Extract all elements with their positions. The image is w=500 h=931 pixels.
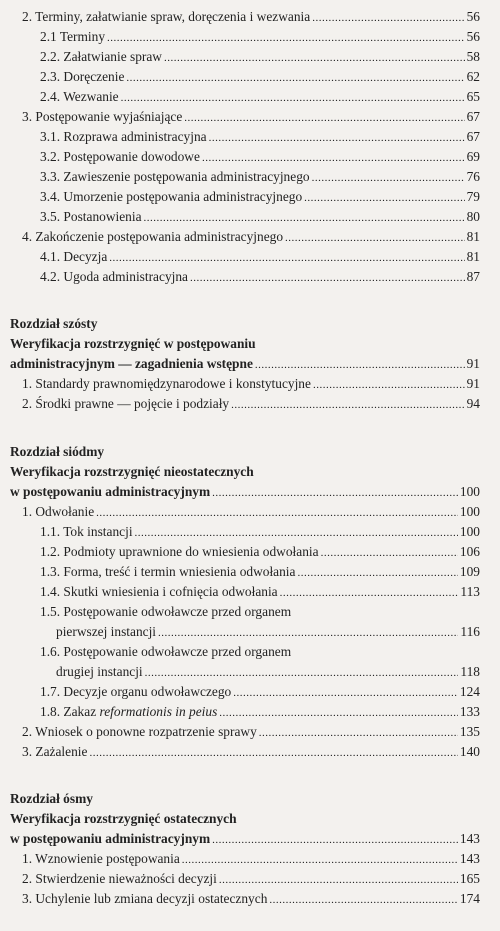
leader-dots: [285, 230, 465, 246]
leader-dots: [255, 357, 465, 373]
entry-page: 140: [459, 744, 480, 759]
chapter-title-line: Weryfikacja rozstrzygnięć w postępowaniu: [10, 336, 256, 351]
entry-page: 124: [459, 684, 480, 699]
leader-dots: [202, 150, 465, 166]
entry-title: 3.1. Rozprawa administracyjna: [40, 129, 207, 144]
entry-page: 100: [459, 524, 480, 539]
toc-entry: [22, 891, 480, 908]
toc-entry: [22, 744, 480, 761]
toc-entry: [40, 584, 480, 601]
entry-title: 3. Zażalenie: [22, 744, 88, 759]
entry-title: 1.7. Decyzje organu odwoławczego: [40, 684, 232, 699]
toc-entry: [40, 249, 480, 266]
entry-page: 174: [459, 891, 480, 906]
entry-page: 113: [460, 584, 480, 599]
chapter-label: Rozdział szósty: [10, 316, 98, 331]
toc-entry: [22, 504, 480, 521]
leader-dots: [233, 685, 458, 701]
toc-entry: [22, 851, 480, 868]
toc-entry: [40, 69, 480, 86]
entry-title: 1. Odwołanie: [22, 504, 95, 519]
leader-dots: [182, 852, 458, 868]
entry-page: 81: [466, 229, 480, 244]
toc-entry: [40, 49, 480, 66]
leader-dots: [219, 872, 458, 888]
leader-dots: [231, 397, 464, 413]
leader-dots: [126, 70, 464, 86]
entry-title: 2.4. Wezwanie: [40, 89, 119, 104]
entry-page: 76: [466, 169, 480, 184]
entry-title: 2. Wniosek o ponowne rozpatrzenie sprawy: [22, 724, 257, 739]
entry-title: 1.2. Podmioty uprawnione do wniesienia odwołania: [40, 544, 319, 559]
leader-dots: [89, 745, 457, 761]
entry-page: 165: [459, 871, 480, 886]
toc-entry: [22, 724, 480, 741]
entry-page: 143: [459, 831, 480, 846]
entry-page: 65: [466, 89, 480, 104]
entry-title: 3.4. Umorzenie postępowania administracyjnego: [40, 189, 303, 204]
leader-dots: [259, 725, 458, 741]
entry-title: 3. Uchylenie lub zmiana decyzji ostatecznych: [22, 891, 268, 906]
leader-dots: [280, 585, 459, 601]
entry-title: 3. Postępowanie wyjaśniające: [22, 109, 183, 124]
toc-entry: [22, 9, 480, 26]
leader-dots: [312, 10, 464, 26]
leader-dots: [321, 545, 458, 561]
leader-dots: [158, 625, 458, 641]
entry-title: 3.2. Postępowanie dowodowe: [40, 149, 200, 164]
entry-title: pierwszej instancji: [56, 624, 157, 639]
leader-dots: [304, 190, 464, 206]
entry-page: 56: [466, 9, 480, 24]
toc-entry: [10, 484, 480, 501]
leader-dots: [212, 485, 458, 501]
toc-entry: [40, 189, 480, 206]
leader-dots: [269, 892, 458, 908]
toc-entry: [40, 269, 480, 286]
toc-entry: [56, 624, 480, 641]
toc-entry: [40, 524, 480, 541]
entry-page: 133: [459, 704, 480, 719]
entry-page: 116: [460, 624, 480, 639]
leader-dots: [145, 665, 459, 681]
toc-entry: [40, 129, 480, 146]
entry-page: 143: [459, 851, 480, 866]
leader-dots: [219, 705, 458, 721]
leader-dots: [209, 130, 465, 146]
toc-entry: [22, 871, 480, 888]
toc-entry: [10, 356, 480, 373]
entry-page: 80: [466, 209, 480, 224]
entry-page: 118: [460, 664, 480, 679]
toc-entry: [56, 664, 480, 681]
entry-title: 4. Zakończenie postępowania administracyjnego: [22, 229, 284, 244]
entry-title: 1.3. Forma, treść i termin wniesienia odwołania: [40, 564, 296, 579]
chapter-label: Rozdział ósmy: [10, 791, 93, 806]
entry-page: 79: [466, 189, 480, 204]
toc-entry: [40, 169, 480, 186]
entry-page: 56: [466, 29, 480, 44]
leader-dots: [121, 90, 465, 106]
entry-page: 67: [466, 129, 480, 144]
toc-entry: [40, 29, 480, 46]
toc-entry: [40, 684, 480, 701]
leader-dots: [312, 170, 465, 186]
entry-title: 2.2. Załatwianie spraw: [40, 49, 162, 64]
toc-entry: [40, 544, 480, 561]
toc-entry: [40, 149, 480, 166]
leader-dots: [164, 50, 465, 66]
toc-entry: [40, 209, 480, 226]
chapter-title-line: Weryfikacja rozstrzygnięć ostatecznych: [10, 811, 237, 826]
entry-page: 58: [466, 49, 480, 64]
entry-title: 2. Środki prawne — pojęcie i podziały: [22, 396, 230, 411]
leader-dots: [96, 505, 458, 521]
leader-dots: [135, 525, 458, 541]
entry-page: 67: [466, 109, 480, 124]
leader-dots: [107, 30, 465, 46]
entry-title: 2.3. Doręczenie: [40, 69, 125, 84]
leader-dots: [109, 250, 464, 266]
chapter-title-line: Weryfikacja rozstrzygnięć nieostatecznych: [10, 464, 254, 479]
chapter-title-line: w postępowaniu administracyjnym: [10, 484, 211, 499]
entry-page: 135: [459, 724, 480, 739]
entry-title-prefix: 1.8. Zakaz: [40, 704, 100, 719]
leader-dots: [313, 377, 465, 393]
entry-page: 100: [459, 484, 480, 499]
entry-title: [40, 704, 217, 720]
toc-entry: [22, 229, 480, 246]
entry-title-line: 1.5. Postępowanie odwoławcze przed organem: [40, 604, 292, 619]
entry-title-italic: reformationis in peius: [99, 704, 218, 719]
leader-dots: [184, 110, 464, 126]
entry-title: 4.1. Decyzja: [40, 249, 108, 264]
entry-page: 94: [466, 396, 480, 411]
entry-title: 3.3. Zawieszenie postępowania administracyjnego: [40, 169, 310, 184]
entry-page: 62: [466, 69, 480, 84]
entry-title: 2. Stwierdzenie nieważności decyzji: [22, 871, 217, 886]
leader-dots: [190, 270, 465, 286]
entry-title: 4.2. Ugoda administracyjna: [40, 269, 189, 284]
entry-page: 91: [466, 376, 480, 391]
toc-entry: [22, 376, 480, 393]
chapter-title-line: administracyjnym — zagadnienia wstępne: [10, 356, 253, 371]
chapter-title-line: w postępowaniu administracyjnym: [10, 831, 211, 846]
entry-title: 3.5. Postanowienia: [40, 209, 142, 224]
leader-dots: [144, 210, 465, 226]
toc-entry: [22, 396, 480, 413]
entry-title: 2. Terminy, załatwianie spraw, doręczenia i wezwania: [22, 9, 311, 24]
entry-title: 2.1 Terminy: [40, 29, 106, 44]
leader-dots: [212, 832, 458, 848]
entry-page: 106: [459, 544, 480, 559]
chapter-label: Rozdział siódmy: [10, 444, 105, 459]
entry-page: 87: [466, 269, 480, 284]
toc-entry: [40, 89, 480, 106]
entry-page: 109: [459, 564, 480, 579]
entry-title: drugiej instancji: [56, 664, 143, 679]
entry-page: 81: [466, 249, 480, 264]
entry-page: 69: [466, 149, 480, 164]
toc-entry: [40, 704, 480, 721]
entry-title: 1.1. Tok instancji: [40, 524, 133, 539]
entry-title: 1. Standardy prawnomiędzynarodowe i konstytucyjne: [22, 376, 311, 391]
entry-title-line: 1.6. Postępowanie odwoławcze przed organem: [40, 644, 292, 659]
entry-title: 1.4. Skutki wniesienia i cofnięcia odwołania: [40, 584, 278, 599]
toc-entry: [22, 109, 480, 126]
toc-entry: [40, 564, 480, 581]
entry-title: 1. Wznowienie postępowania: [22, 851, 180, 866]
entry-page: 100: [459, 504, 480, 519]
toc-entry: [10, 831, 480, 848]
entry-page: 91: [466, 356, 480, 371]
leader-dots: [297, 565, 457, 581]
